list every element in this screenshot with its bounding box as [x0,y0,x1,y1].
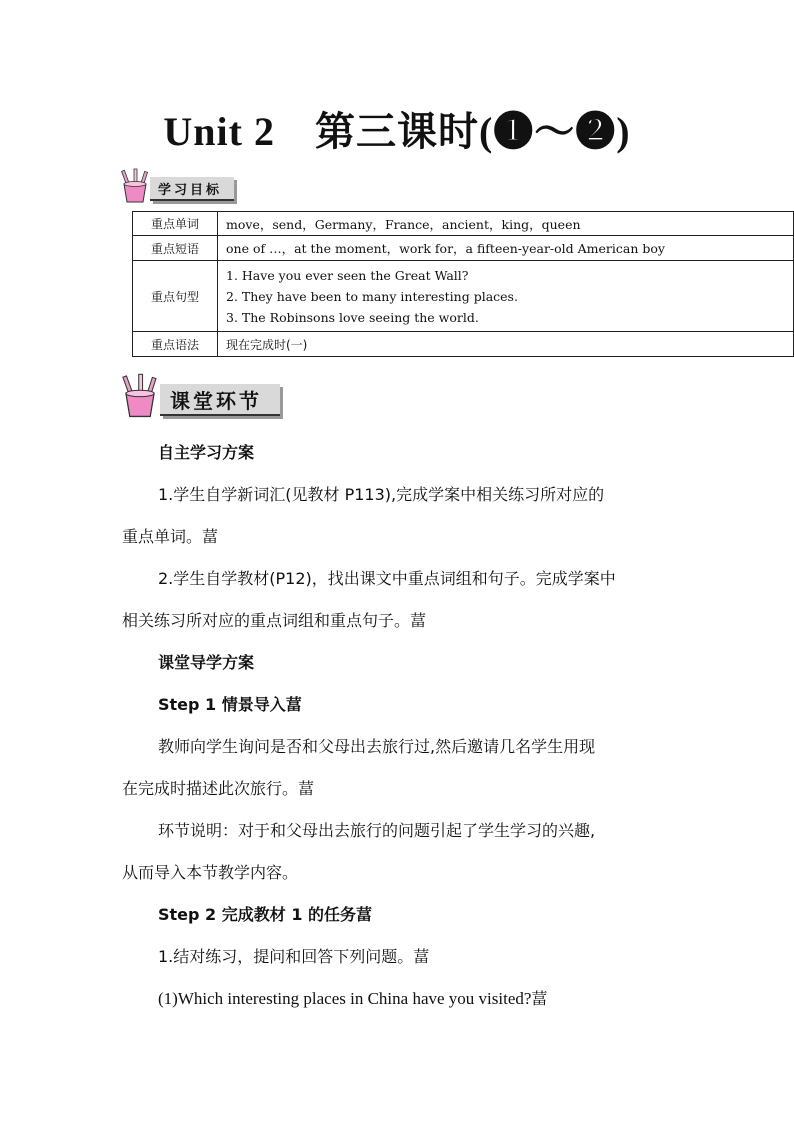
pencil-pot-icon [118,168,152,204]
lesson-label: 第三课时(❶～❷) [314,109,631,154]
mark-glyph: 葍 [413,947,430,966]
question-line: (1)Which interesting places in China have you visited?葍 [158,989,548,1008]
unit-label: Unit 2 [163,109,275,154]
mark-glyph: 葍 [356,905,373,924]
goals-key: 重点语法 [133,332,218,357]
mark-glyph: 葍 [202,527,219,546]
paragraph: 教师向学生询问是否和父母出去旅行过,然后邀请几名学生用现 [158,737,596,756]
paragraph: 环节说明：对于和父母出去旅行的问题引起了学生学习的兴趣, [158,821,596,840]
paragraph: 在完成时描述此次旅行。葍 [122,779,315,798]
page-title [0,100,794,157]
paragraph: 重点单词。葍 [122,527,219,546]
goals-key: 重点句型 [133,261,218,332]
section-heading: 自主学习方案 [158,443,255,462]
table-row [133,261,794,332]
section-heading: 课堂导学方案 [158,653,255,672]
mark-glyph: 葍 [410,611,427,630]
goals-banner [118,168,234,204]
table-row [133,332,794,357]
sentence-line: 3. The Robinsons love seeing the world. [226,309,479,325]
goals-banner-label: 学习目标 [150,177,234,201]
goals-value: 现在完成时(一) [218,332,794,357]
table-row [133,212,794,236]
sentence-line: 2. They have been to many interesting places. [226,288,518,304]
class-banner-label: 课堂环节 [160,384,280,416]
paragraph: 1.结对练习，提问和回答下列问题。葍 [158,947,430,966]
paragraph: 相关练习所对应的重点词组和重点句子。葍 [122,611,427,630]
step-heading: Step 1 情景导入葍 [158,695,302,714]
paragraph: 2.学生自学教材(P12)，找出课文中重点词组和句子。完成学案中 [158,569,616,588]
table-row [133,236,794,261]
goals-value: one of …，at the moment，work for，a fifteen-year-old American boy [218,236,794,261]
goals-key: 重点单词 [133,212,218,236]
class-banner [118,373,280,419]
mark-glyph: 葍 [531,989,548,1008]
pencil-pot-icon [118,373,162,419]
mark-glyph: 葍 [298,779,315,798]
mark-glyph: 葍 [285,695,302,714]
goals-key: 重点短语 [133,236,218,261]
goals-table [132,211,794,357]
sentence-line: 1. Have you ever seen the Great Wall? [226,267,469,283]
step-heading: Step 2 完成教材 1 的任务葍 [158,905,373,924]
lesson-body [122,432,682,1020]
paragraph: 从而导入本节教学内容。 [122,863,299,882]
goals-value [218,261,794,332]
paragraph: 1.学生自学新词汇(见教材 P113),完成学案中相关练习所对应的 [158,485,605,504]
goals-value: move，send，Germany，France，ancient，king，queen [218,212,794,236]
